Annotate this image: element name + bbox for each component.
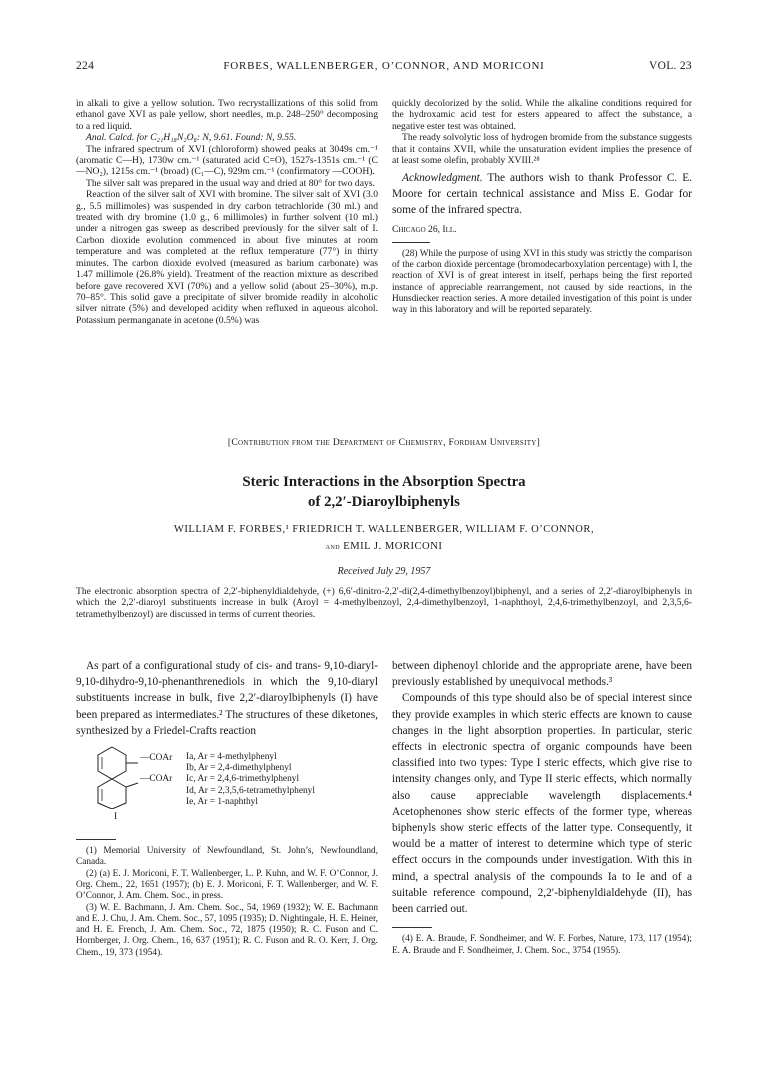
authors-and: and	[325, 541, 341, 551]
page-number: 224	[76, 60, 95, 72]
body-paragraph: between diphenoyl chloride and the appropriate arene, have been previously established by unequivocal methods.³	[392, 660, 692, 689]
structure-figure	[76, 745, 378, 837]
footnotes-left	[76, 846, 378, 959]
compound-entry: Ia, Ar = 4-methylphenyl	[186, 752, 277, 763]
compound-entry: Id, Ar = 2,3,5,6-tetramethylphenyl	[186, 785, 315, 796]
experimental-section-right	[392, 98, 692, 317]
compound-number: I	[114, 811, 118, 823]
authors-line	[76, 538, 692, 555]
received-date: Received July 29, 1957	[337, 566, 431, 577]
authors-line: WILLIAM F. FORBES,¹ FRIEDRICH T. WALLENBERGER, WILLIAM F. O’CONNOR,	[173, 524, 595, 535]
paragraph: Reaction of the silver salt of XVI with bromine. The silver salt of XVI (3.0 g., 5.5 millimoles) was suspended in dry carbon tetrachloride (30 ml.) and treated with dry bromine (1.0 g., 6 millimoles) in further solvent (10 ml.) under a nitrogen gas sweep as described previously for the silver salt of I. Carbon dioxide evolution commenced in about five minutes at room temperature and was completed at the reflux temperature (77°) in thirty minutes. The carbon dioxide evolved (measured as barium carbonate) was 1.47 millimole (26.8% yield). Treatment of the reaction mixture as described before gave recovered XVI (70%) and a yellow solid (about 25–30%), m.p. 70–85°. This solid gave a precipitate of silver bromide readily in alcoholic silver nitrate (5%) and developed acidity when refluxed in aqueous alcohol. Potassium permanganate in acetone (0.5%) was	[76, 189, 378, 326]
body-right-column	[392, 658, 692, 957]
title-line: of 2,2′-Diaroylbiphenyls	[308, 494, 460, 510]
footnote-divider	[76, 839, 116, 840]
paragraph: The infrared spectrum of XVI (chloroform) showed peaks at 3049s cm.⁻¹ (aromatic C—H), 1730w cm.⁻¹ (saturated acid C=O), 1527s-1351s cm.⁻¹ (C—NO₂), 1215s cm.⁻¹ (broad) (C₁—C), 929m cm.⁻¹ (confirmatory —COOH).	[76, 143, 378, 178]
department-line: [Contribution from the Department of Chemistry, Fordham University]	[227, 437, 541, 448]
acknowledgment	[392, 170, 692, 218]
compound-list	[186, 752, 315, 808]
body-paragraph: As part of a configurational study of cis- and trans- 9,10-diaryl-9,10-dihydro-9,10-phenanthrenediols in which the 9,10-diaryl substituents increase in bulk, five 2,2′-diaroylbiphenyls (I) have been prepared as intermediates.² The structures of these diketones, synthesized by a Friedel-Crafts reaction	[76, 660, 378, 737]
substituent-label: —COAr	[140, 774, 173, 785]
footnote-2: (2) (a) E. J. Moriconi, F. T. Wallenberger, L. P. Kuhn, and W. F. O’Connor, J. Org. Chem., 22, 1651 (1957); (b) E. J. Moriconi, F. T. Wallenberger, and W. F. O’Connor, J. Am. Chem. Soc., in press.	[76, 868, 378, 902]
body-left-column	[76, 658, 378, 959]
acknowledgment-text: The authors wish to thank Professor C. E. Moore for certain technical assistance and Miss E. Godar for some of the infrared spectra.	[392, 172, 692, 217]
compound-entry: Ic, Ar = 2,4,6-trimethylphenyl	[186, 774, 300, 785]
paragraph: quickly decolorized by the solid. While the alkaline conditions required for the hydroxamic acid test for esters appeared to affect the substance, a negative ester test was obtained.	[392, 98, 692, 132]
author-list	[76, 522, 692, 555]
paragraph: The ready solvolytic loss of hydrogen bromide from the substance suggests that it contains XVII, while the unsaturation evident implies the presence of at least some olefin, probably XVIII.²⁸	[392, 132, 692, 167]
compound-entry: Ie, Ar = 1-naphthyl	[186, 796, 258, 807]
biphenyl-structure-icon	[88, 745, 148, 809]
location-line: Chicago 26, Ill.	[392, 224, 457, 236]
paragraph: in alkali to give a yellow solution. Two recrystallizations of this solid from ethanol gave XVI as pale yellow, short needles, m.p. 248–250° decomposing to a red liquid.	[76, 98, 378, 132]
title-line: Steric Interactions in the Absorption Spectra	[242, 474, 526, 490]
abstract: The electronic absorption spectra of 2,2′-biphenyldialdehyde, (+) 6,6′-dinitro-2,2′-di(2,4-dimethylbenzoyl)biphenyl, and a series of 2,2′-diaroylbiphenyls in which the 2,2′-diaroyl substituents increase in bulk (Aroyl = 4-methylbenzoyl, 2,4-dimethylbenzoyl, 1-naphthoyl, 2,4,6-trimethylbenzoyl, and 2,3,5,6-tetramethylbenzoyl) are discussed in terms of current theories.	[76, 586, 692, 620]
experimental-section-left	[76, 98, 378, 326]
substituent-label: —COAr	[140, 753, 173, 764]
footnote-divider	[392, 927, 432, 928]
paragraph: The silver salt was prepared in the usual way and dried at 80° for two days.	[86, 177, 375, 189]
article-title	[76, 472, 692, 512]
authors-last: EMIL J. MORICONI	[343, 541, 443, 552]
analysis-line: Anal. Calcd. for C₂₁H₁₈N₂O₈: N, 9.61. Found: N, 9.55.	[86, 132, 297, 144]
volume-label: VOL. 23	[649, 60, 692, 72]
footnote-28: (28) While the purpose of using XVI in this study was strictly the comparison of the carbon dioxide percentage (bromodecarboxylation percentage) with I, the reaction of XVI is of great interest in itself, perhaps being the first reported instance of appreciable rearrangement, not caused by side reactions, in the Hunsdiecker reaction series. A more detailed investigation of this point is under way in this laboratory and will be reported separately.	[392, 248, 692, 316]
footnote-1: (1) Memorial University of Newfoundland, St. John’s, Newfoundland, Canada.	[76, 846, 378, 868]
running-title: FORBES, WALLENBERGER, O’CONNOR, AND MORICONI	[223, 60, 545, 72]
footnote-4: (4) E. A. Braude, F. Sondheimer, and W. F. Forbes, Nature, 173, 117 (1954); E. A. Braude and F. Sondheimer, J. Chem. Soc., 3754 (1955).	[392, 934, 692, 956]
body-paragraph: Compounds of this type should also be of special interest since they provide examples in which steric effects are known to cause changes in the light absorption properties. In particular, steric effects in electronic spectra of organic compounds have been classified into two types: Type I steric effects, which give rise to intensity changes only, and Type II steric effects, which normally also cause appreciable wavelength displacements.⁴ Acetophenones show steric effects of the former type, whereas biphenyls show steric effects of the latter type. Consequently, it would be a matter of interest to determine which type of steric effect occurs in the compounds under investigation. With this in mind, a spectral analysis of the compounds Ia to Ie and of a suitable reference compound, 2,2′-biphenyldialdehyde (II), has been carried out.	[392, 692, 692, 916]
divider	[392, 242, 430, 243]
compound-entry: Ib, Ar = 2,4-dimethylphenyl	[186, 763, 292, 774]
footnote-3: (3) W. E. Bachmann, J. Am. Chem. Soc., 54, 1969 (1932); W. E. Bachmann and E. J. Chu, J. Am. Chem. Soc., 57, 1095 (1935); D. Nightingale, H. E. Heiner, and H. E. French, J. Am. Chem. Soc., 72, 1875 (1950); R. C. Fuson and C. Hornberger, J. Org. Chem., 16, 637 (1951); R. C. Fuson and R. O. Kerr, J. Org. Chem., 19, 373 (1954).	[76, 902, 379, 958]
acknowledgment-lead: Acknowledgment.	[402, 172, 483, 185]
running-header	[76, 60, 692, 74]
